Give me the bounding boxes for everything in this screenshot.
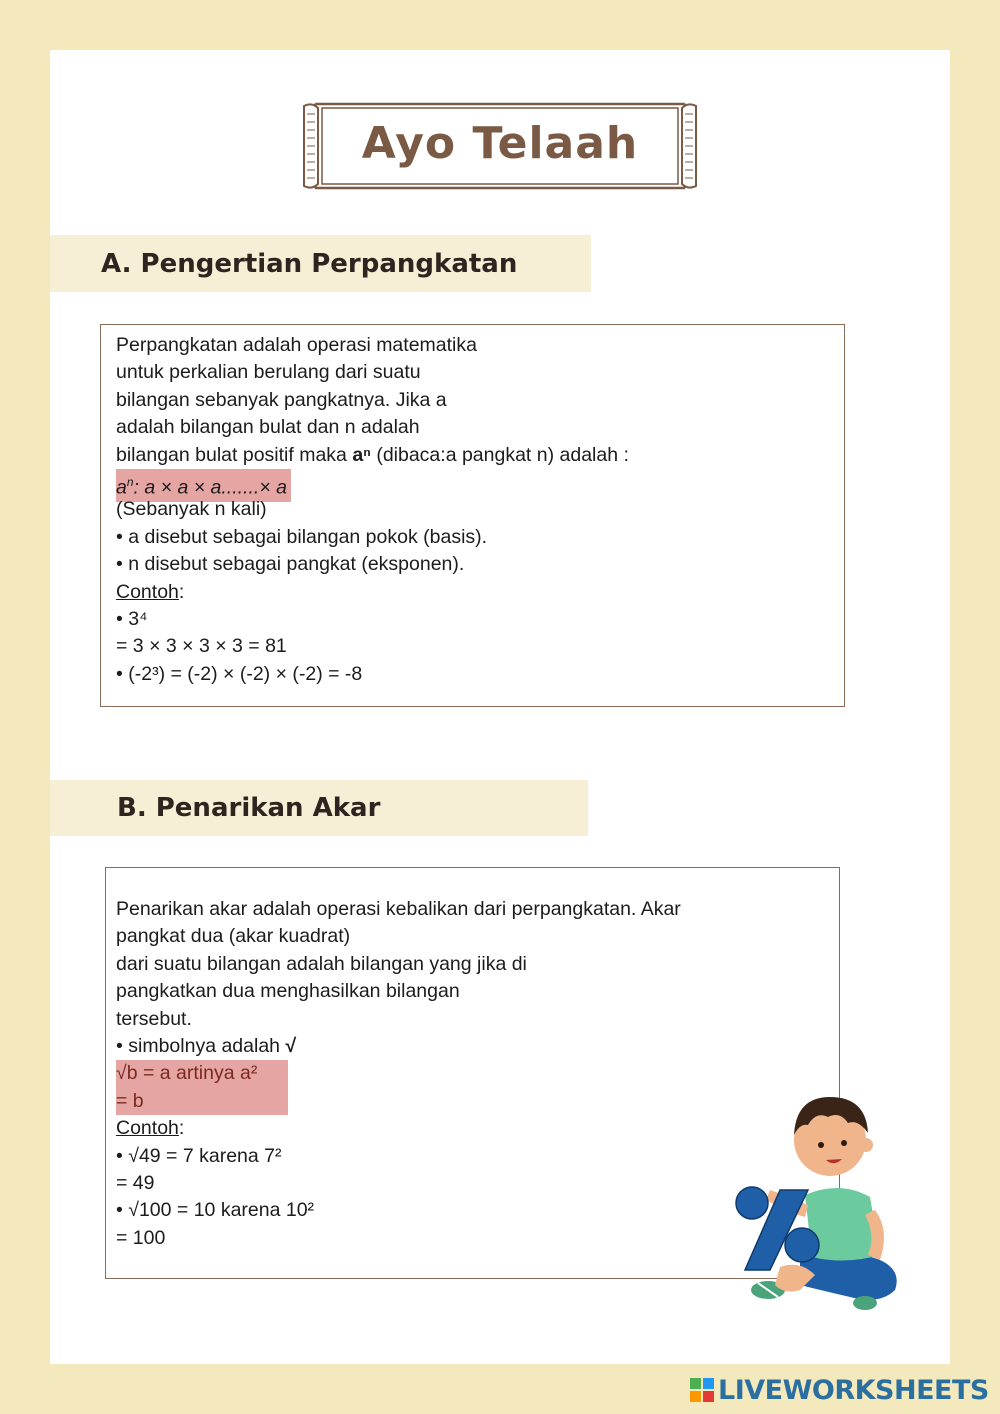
kid-illustration [730, 1085, 905, 1320]
formula-base: a [116, 476, 127, 499]
text-line: (Sebanyak n kali) [116, 498, 267, 521]
text-line [116, 1060, 681, 1087]
text-line: = 100 [116, 1226, 166, 1249]
text-line: • n disebut sebagai pangkat (eksponen). [116, 553, 465, 576]
logo-text: LIVEWORKSHEETS [718, 1374, 989, 1406]
text-line [116, 469, 629, 499]
section-a-header [50, 235, 591, 292]
text-line [116, 1033, 681, 1060]
section-b-text [116, 896, 681, 1252]
text-line: • 3⁴ [116, 607, 148, 630]
section-a-text [116, 332, 629, 688]
liveworksheets-logo [690, 1372, 989, 1408]
logo-grid-icon [690, 1378, 714, 1402]
text-line: = 3 × 3 × 3 × 3 = 81 [116, 635, 287, 658]
colon: : [178, 580, 185, 603]
text-line: = 49 [116, 1171, 155, 1194]
formula-exponent: n [126, 474, 134, 489]
section-b-title: B. Penarikan Akar [117, 793, 381, 823]
text-line: • √49 = 7 karena 7² [116, 1144, 282, 1167]
text-line: Perpangkatan adalah operasi matematika [116, 334, 477, 356]
contoh-label: Contoh [116, 580, 179, 603]
text-line [116, 442, 629, 469]
text-line: tersebut. [116, 1007, 192, 1030]
text-line: pangkat dua (akar kuadrat) [116, 925, 351, 948]
contoh-label: Contoh [116, 1117, 179, 1140]
text-segment: bilangan bulat positif maka [116, 443, 353, 466]
text-line: • √100 = 10 karena 10² [116, 1199, 315, 1222]
formula-rest: : a × a × a.......× a [133, 476, 287, 499]
power-notation: aⁿ [352, 443, 371, 466]
text-line: dari suatu bilangan adalah bilangan yang jika di [116, 952, 527, 975]
page-title: Ayo Telaah [361, 117, 639, 169]
text-line [116, 579, 629, 606]
text-line: pangkatkan dua menghasilkan bilangan [116, 980, 460, 1003]
text-segment: • simbolnya adalah [116, 1034, 286, 1057]
text-line: bilangan sebanyak pangkatnya. Jika a [116, 388, 447, 411]
root-formula-highlight: = b [116, 1088, 288, 1115]
text-segment: (dibaca:a pangkat n) adalah : [370, 443, 629, 466]
text-line [116, 1088, 681, 1115]
text-line: Penarikan akar adalah operasi kebalikan dari perpangkatan. Akar [116, 898, 681, 920]
section-b-header [50, 780, 588, 836]
text-line: • (-2³) = (-2) × (-2) × (-2) = -8 [116, 662, 363, 685]
title-banner [302, 100, 698, 192]
section-a-title: A. Pengertian Perpangkatan [101, 248, 518, 279]
root-formula-highlight: √b = a artinya a² [116, 1060, 288, 1087]
text-line [116, 1115, 681, 1142]
colon: : [178, 1117, 185, 1140]
text-line: • a disebut sebagai bilangan pokok (basis). [116, 525, 488, 548]
text-line: adalah bilangan bulat dan n adalah [116, 416, 420, 439]
root-symbol: √ [285, 1034, 297, 1057]
text-line: untuk perkalian berulang dari suatu [116, 361, 421, 384]
